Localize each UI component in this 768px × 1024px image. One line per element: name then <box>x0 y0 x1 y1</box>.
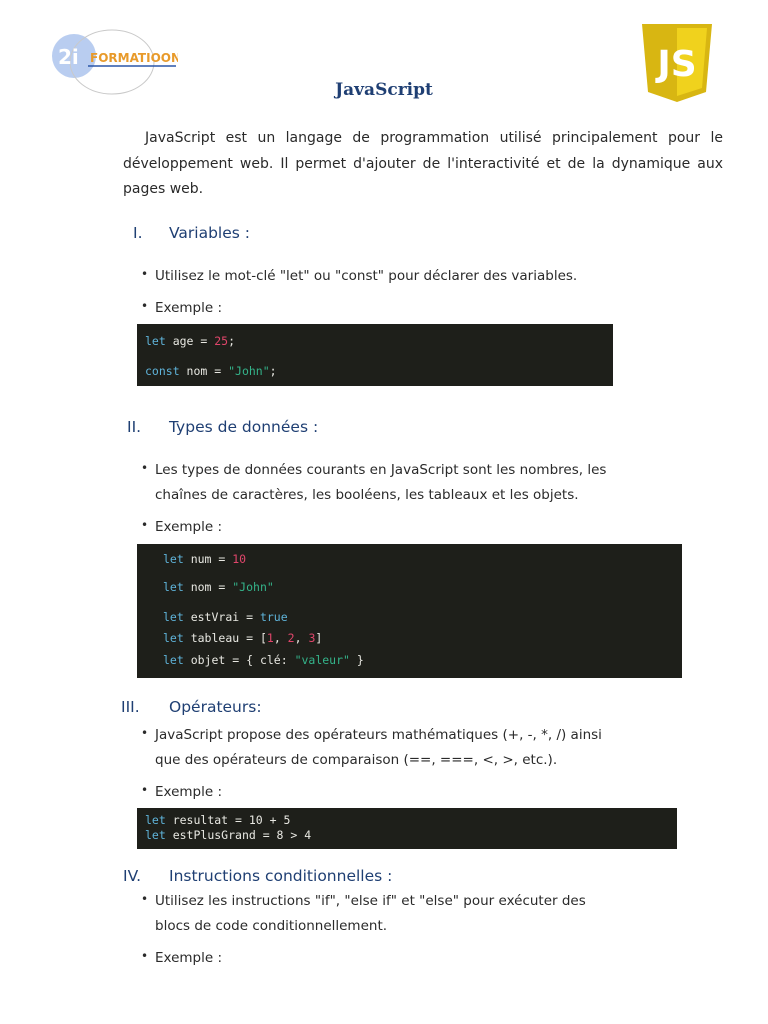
code-token: tableau = [ <box>183 631 267 645</box>
section-heading: Instructions conditionnelles : <box>169 867 393 885</box>
code-line <box>145 813 290 827</box>
code-token: 2 <box>287 631 295 645</box>
code-token: nom = <box>183 580 233 594</box>
section-number: IV. <box>123 867 142 885</box>
code-token: true <box>259 610 288 624</box>
js-logo-letters: JS <box>657 44 697 85</box>
code-token: let <box>163 631 184 645</box>
list-item-text: Les types de données courants en JavaScript sont les nombres, les chaînes de caractères, les booléens, les tableaux et les objets. <box>155 462 607 503</box>
code-token: nom = <box>179 364 229 378</box>
code-line <box>145 364 277 378</box>
bullet-icon: • <box>141 783 149 797</box>
code-token: ; <box>269 364 277 378</box>
code-line <box>145 334 235 348</box>
list-item-text: Exemple : <box>155 300 223 316</box>
code-line <box>163 580 274 594</box>
code-token: estPlusGrand = 8 > 4 <box>165 828 312 842</box>
code-line <box>163 631 322 645</box>
list-item-text: Exemple : <box>155 950 223 966</box>
code-block <box>137 544 682 678</box>
code-token: 25 <box>214 334 229 348</box>
section-number: III. <box>121 698 140 716</box>
code-token: "valeur" <box>294 653 350 667</box>
code-token: let <box>145 828 166 842</box>
list-item-text: Utilisez le mot-clé "let" ou "const" pour déclarer des variables. <box>155 268 578 284</box>
code-token: 3 <box>308 631 316 645</box>
bullet-icon: • <box>141 726 149 740</box>
code-line <box>145 828 311 842</box>
bullet-icon: • <box>141 892 149 906</box>
section-heading: Types de données : <box>169 418 319 436</box>
bullet-icon: • <box>141 299 149 313</box>
code-token: resultat = 10 + 5 <box>165 813 291 827</box>
code-token: } <box>349 653 364 667</box>
bullet-icon: • <box>141 267 149 281</box>
logo-prefix: 2i <box>58 45 79 69</box>
code-line <box>163 610 288 624</box>
list-item-text: JavaScript propose des opérateurs mathématiques (+, -, *, /) ainsi que des opérateurs de comparaison (==, ===, <, >, etc.). <box>155 727 602 768</box>
code-token: , <box>273 631 288 645</box>
code-token: let <box>163 653 184 667</box>
section-number: II. <box>127 418 142 436</box>
code-token: , <box>294 631 309 645</box>
code-token: "John" <box>232 580 274 594</box>
section-heading: Opérateurs: <box>169 698 262 716</box>
list-item-text: Exemple : <box>155 519 223 535</box>
bullet-icon: • <box>141 518 149 532</box>
code-token: "John" <box>228 364 270 378</box>
code-token: num = <box>183 552 233 566</box>
section-heading: Variables : <box>169 224 250 242</box>
code-token: ] <box>315 631 323 645</box>
code-token: 10 <box>232 552 247 566</box>
code-line <box>163 552 246 566</box>
code-block <box>137 324 613 386</box>
code-token: let <box>163 552 184 566</box>
code-token: let <box>163 580 184 594</box>
bullet-icon: • <box>141 949 149 963</box>
code-token: const <box>145 364 180 378</box>
code-token: let <box>145 334 166 348</box>
list-item-text: Utilisez les instructions "if", "else if" et "else" pour exécuter des blocs de code conditionnellement. <box>155 893 586 934</box>
logo-name: FORMATIOON <box>90 51 178 65</box>
code-token: objet = { clé: <box>183 653 295 667</box>
code-token: let <box>145 813 166 827</box>
section-number: I. <box>133 224 143 242</box>
page-title: JavaScript <box>335 80 433 100</box>
code-line <box>163 653 364 667</box>
bullet-icon: • <box>141 461 149 475</box>
list-item-text: Exemple : <box>155 784 223 800</box>
code-token: 1 <box>266 631 274 645</box>
intro-paragraph: JavaScript est un langage de programmation utilisé principalement pour le développement web. Il permet d'ajouter de l'interactivité et de la dynamique aux pages web. <box>123 130 723 197</box>
code-token: let <box>163 610 184 624</box>
code-token: estVrai = <box>183 610 260 624</box>
code-block <box>137 808 677 849</box>
code-token: ; <box>228 334 236 348</box>
code-token: age = <box>165 334 215 348</box>
